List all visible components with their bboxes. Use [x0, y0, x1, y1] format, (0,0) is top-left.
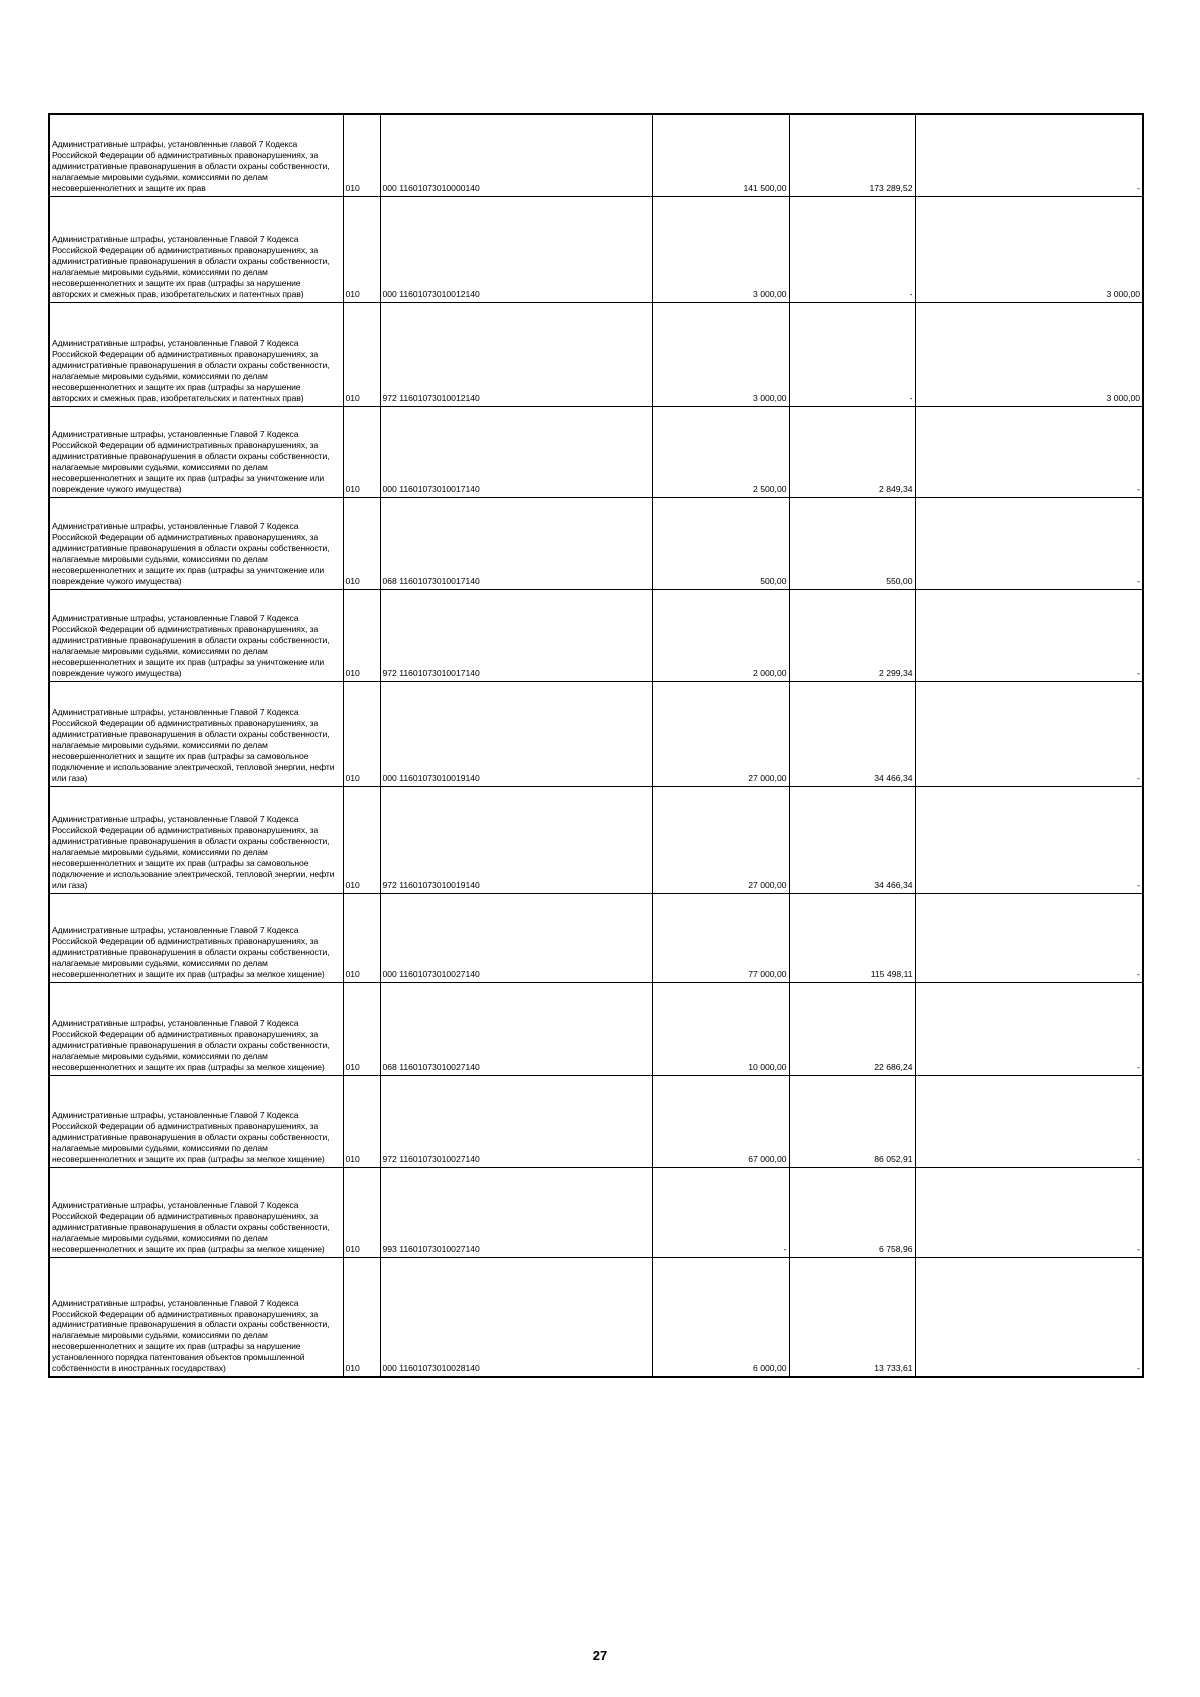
row-name: Административные штрафы, установленные Главой 7 Кодекса Российской Федерации об административных правонарушениях, за административные правонарушения в области охраны собственности, налагаемые мировыми судьями, комиссиями по делам несовершеннолетних и защите их прав (штрафы за самовольное подключение и использование электрической, тепловой энергии, нефти или газа) — [49, 681, 343, 786]
row-line-code: 010 — [343, 1167, 380, 1257]
row-line-code: 010 — [343, 1075, 380, 1167]
row-name: Административные штрафы, установленные Главой 7 Кодекса Российской Федерации об административных правонарушениях, за административные правонарушения в области охраны собственности, налагаемые мировыми судьями, комиссиями по делам несовершеннолетних и защите их прав (штрафы за нарушение авторских и смежных прав, изобретательских и патентных прав) — [49, 196, 343, 302]
row-unexecuted-amount: - — [915, 114, 1143, 196]
row-approved-amount: 6 000,00 — [652, 1257, 789, 1377]
row-line-code: 010 — [343, 786, 380, 893]
row-budget-code: 000 11601073010012140 — [380, 196, 652, 302]
table-row — [49, 1075, 1143, 1167]
row-unexecuted-amount: - — [915, 893, 1143, 982]
row-name: Административные штрафы, установленные Главой 7 Кодекса Российской Федерации об административных правонарушениях, за административные правонарушения в области охраны собственности, налагаемые мировыми судьями, комиссиями по делам несовершеннолетних и защите их прав (штрафы за нарушение авторских и смежных прав, изобретательских и патентных прав) — [49, 302, 343, 406]
row-executed-amount: - — [789, 302, 915, 406]
report-sheet — [48, 113, 1142, 1378]
row-budget-code: 000 11601073010027140 — [380, 893, 652, 982]
row-name: Административные штрафы, установленные Главой 7 Кодекса Российской Федерации об административных правонарушениях, за административные правонарушения в области охраны собственности, налагаемые мировыми судьями, комиссиями по делам несовершеннолетних и защите их прав (штрафы за мелкое хищение) — [49, 982, 343, 1075]
row-approved-amount: 141 500,00 — [652, 114, 789, 196]
row-name: Административные штрафы, установленные Главой 7 Кодекса Российской Федерации об административных правонарушениях, за административные правонарушения в области охраны собственности, налагаемые мировыми судьями, комиссиями по делам несовершеннолетних и защите их прав (штрафы за нарушение установленного порядка патентования объектов промышленной собственности в иностранных государствах) — [49, 1257, 343, 1377]
row-approved-amount: 77 000,00 — [652, 893, 789, 982]
row-name: Административные штрафы, установленные Главой 7 Кодекса Российской Федерации об административных правонарушениях, за административные правонарушения в области охраны собственности, налагаемые мировыми судьями, комиссиями по делам несовершеннолетних и защите их прав (штрафы за мелкое хищение) — [49, 1075, 343, 1167]
row-budget-code: 972 11601073010027140 — [380, 1075, 652, 1167]
row-budget-code: 068 11601073010027140 — [380, 982, 652, 1075]
row-unexecuted-amount: - — [915, 1257, 1143, 1377]
row-approved-amount: - — [652, 1167, 789, 1257]
row-budget-code: 993 11601073010027140 — [380, 1167, 652, 1257]
row-executed-amount: 2 849,34 — [789, 406, 915, 497]
row-executed-amount: 13 733,61 — [789, 1257, 915, 1377]
row-approved-amount: 2 000,00 — [652, 589, 789, 681]
row-executed-amount: 34 466,34 — [789, 681, 915, 786]
row-budget-code: 000 11601073010019140 — [380, 681, 652, 786]
row-budget-code: 000 11601073010028140 — [380, 1257, 652, 1377]
row-executed-amount: 173 289,52 — [789, 114, 915, 196]
row-budget-code: 972 11601073010012140 — [380, 302, 652, 406]
row-line-code: 010 — [343, 497, 380, 589]
row-name: Административные штрафы, установленные Главой 7 Кодекса Российской Федерации об административных правонарушениях, за административные правонарушения в области охраны собственности, налагаемые мировыми судьями, комиссиями по делам несовершеннолетних и защите их прав (штрафы за самовольное подключение и использование электрической, тепловой энергии, нефти или газа) — [49, 786, 343, 893]
row-executed-amount: 2 299,34 — [789, 589, 915, 681]
row-line-code: 010 — [343, 893, 380, 982]
row-executed-amount: 22 686,24 — [789, 982, 915, 1075]
row-executed-amount: 6 758,96 — [789, 1167, 915, 1257]
table-row — [49, 1167, 1143, 1257]
row-line-code: 010 — [343, 681, 380, 786]
row-approved-amount: 2 500,00 — [652, 406, 789, 497]
row-executed-amount: 86 052,91 — [789, 1075, 915, 1167]
row-line-code: 010 — [343, 302, 380, 406]
table-row — [49, 589, 1143, 681]
row-unexecuted-amount: - — [915, 786, 1143, 893]
row-executed-amount: - — [789, 196, 915, 302]
table-row — [49, 406, 1143, 497]
row-line-code: 010 — [343, 1257, 380, 1377]
row-budget-code: 972 11601073010019140 — [380, 786, 652, 893]
row-name: Административные штрафы, установленные Главой 7 Кодекса Российской Федерации об административных правонарушениях, за административные правонарушения в области охраны собственности, налагаемые мировыми судьями, комиссиями по делам несовершеннолетних и защите их прав (штрафы за мелкое хищение) — [49, 893, 343, 982]
revenue-table — [48, 113, 1144, 1378]
row-approved-amount: 27 000,00 — [652, 786, 789, 893]
row-approved-amount: 3 000,00 — [652, 302, 789, 406]
row-unexecuted-amount: - — [915, 589, 1143, 681]
row-name: Административные штрафы, установленные Главой 7 Кодекса Российской Федерации об административных правонарушениях, за административные правонарушения в области охраны собственности, налагаемые мировыми судьями, комиссиями по делам несовершеннолетних и защите их прав (штрафы за уничтожение или повреждение чужого имущества) — [49, 589, 343, 681]
row-line-code: 010 — [343, 114, 380, 196]
table-row — [49, 196, 1143, 302]
row-unexecuted-amount: - — [915, 1167, 1143, 1257]
table-row — [49, 786, 1143, 893]
table-row — [49, 497, 1143, 589]
row-executed-amount: 550,00 — [789, 497, 915, 589]
row-approved-amount: 10 000,00 — [652, 982, 789, 1075]
row-unexecuted-amount: - — [915, 982, 1143, 1075]
row-approved-amount: 500,00 — [652, 497, 789, 589]
row-name: Административные штрафы, установленные Главой 7 Кодекса Российской Федерации об административных правонарушениях, за административные правонарушения в области охраны собственности, налагаемые мировыми судьями, комиссиями по делам несовершеннолетних и защите их прав (штрафы за уничтожение или повреждение чужого имущества) — [49, 497, 343, 589]
row-unexecuted-amount: 3 000,00 — [915, 196, 1143, 302]
row-budget-code: 972 11601073010017140 — [380, 589, 652, 681]
table-row — [49, 1257, 1143, 1377]
row-line-code: 010 — [343, 196, 380, 302]
row-name: Административные штрафы, установленные главой 7 Кодекса Российской Федерации об административных правонарушениях, за административные правонарушения в области охраны собственности, налагаемые мировыми судьями, комиссиями по делам несовершеннолетних и защите их прав — [49, 114, 343, 196]
row-approved-amount: 67 000,00 — [652, 1075, 789, 1167]
row-unexecuted-amount: - — [915, 681, 1143, 786]
table-row — [49, 114, 1143, 196]
row-unexecuted-amount: 3 000,00 — [915, 302, 1143, 406]
table-row — [49, 982, 1143, 1075]
table-body — [49, 114, 1143, 1377]
row-unexecuted-amount: - — [915, 497, 1143, 589]
table-row — [49, 302, 1143, 406]
row-approved-amount: 3 000,00 — [652, 196, 789, 302]
table-row — [49, 893, 1143, 982]
row-budget-code: 068 11601073010017140 — [380, 497, 652, 589]
row-name: Административные штрафы, установленные Главой 7 Кодекса Российской Федерации об административных правонарушениях, за административные правонарушения в области охраны собственности, налагаемые мировыми судьями, комиссиями по делам несовершеннолетних и защите их прав (штрафы за мелкое хищение) — [49, 1167, 343, 1257]
row-executed-amount: 115 498,11 — [789, 893, 915, 982]
table-row — [49, 681, 1143, 786]
page-number: 27 — [592, 1648, 608, 1663]
row-budget-code: 000 11601073010017140 — [380, 406, 652, 497]
row-name: Административные штрафы, установленные Главой 7 Кодекса Российской Федерации об административных правонарушениях, за административные правонарушения в области охраны собственности, налагаемые мировыми судьями, комиссиями по делам несовершеннолетних и защите их прав (штрафы за уничтожение или повреждение чужого имущества) — [49, 406, 343, 497]
row-unexecuted-amount: - — [915, 1075, 1143, 1167]
row-line-code: 010 — [343, 982, 380, 1075]
row-executed-amount: 34 466,34 — [789, 786, 915, 893]
row-line-code: 010 — [343, 406, 380, 497]
row-line-code: 010 — [343, 589, 380, 681]
row-approved-amount: 27 000,00 — [652, 681, 789, 786]
row-unexecuted-amount: - — [915, 406, 1143, 497]
row-budget-code: 000 11601073010000140 — [380, 114, 652, 196]
